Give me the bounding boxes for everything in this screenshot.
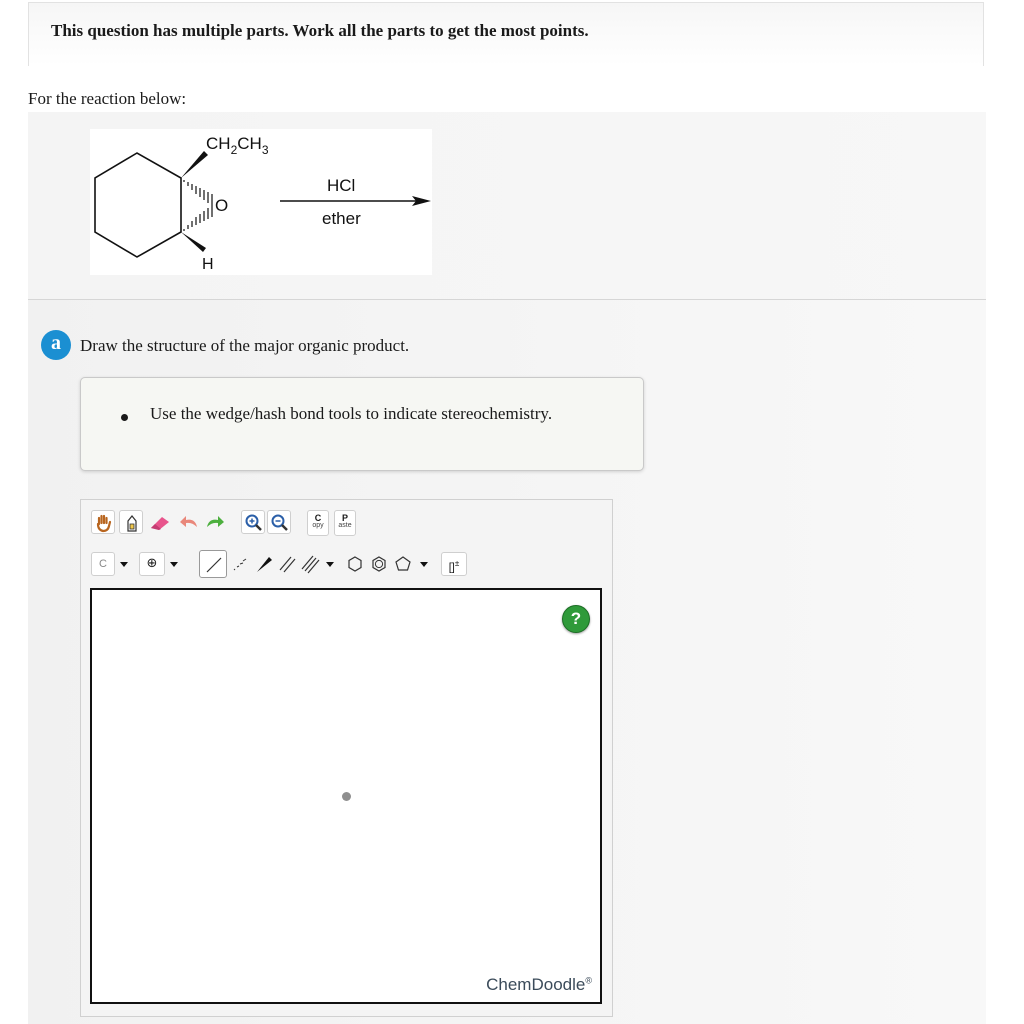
bracket-label: [] bbox=[448, 561, 455, 574]
part-badge: a bbox=[41, 330, 71, 360]
drawing-canvas[interactable] bbox=[90, 588, 602, 1004]
eraser-icon bbox=[147, 510, 173, 534]
hydrogen-atom-label: H bbox=[202, 256, 214, 273]
wedge-bond-icon bbox=[253, 552, 275, 576]
undo-icon bbox=[177, 510, 201, 534]
chevron-down-icon bbox=[167, 552, 181, 576]
single-bond-button[interactable] bbox=[199, 550, 227, 578]
atom-dropdown[interactable] bbox=[117, 552, 131, 576]
cyclopentane-button[interactable] bbox=[391, 552, 415, 576]
chemdoodle-logo bbox=[486, 975, 592, 995]
lasso-button[interactable] bbox=[119, 510, 143, 534]
reaction-panel bbox=[28, 112, 986, 300]
solvent-label: ether bbox=[322, 209, 361, 228]
atom-label-button[interactable]: C bbox=[91, 552, 115, 576]
benzene-button[interactable] bbox=[367, 552, 391, 576]
zoom-in-icon bbox=[242, 511, 266, 535]
undo-button[interactable] bbox=[177, 510, 201, 534]
charge-button[interactable]: ⊕ bbox=[139, 552, 165, 576]
double-bond-icon bbox=[276, 552, 298, 576]
paste-label-main: P bbox=[341, 513, 348, 523]
cyclohexane-ring bbox=[95, 153, 181, 257]
hash-bond-icon bbox=[229, 552, 251, 576]
triple-bond-button[interactable] bbox=[299, 552, 321, 576]
benzene-icon bbox=[367, 552, 391, 576]
reaction-scheme bbox=[90, 129, 432, 275]
chevron-down-icon bbox=[117, 552, 131, 576]
hash-bond-lower bbox=[184, 206, 212, 231]
paste-label-sub: aste bbox=[338, 522, 352, 529]
instructions-text: This question has multiple parts. Work all the parts to get the most points. bbox=[51, 21, 589, 40]
wedge-bond-hydrogen bbox=[181, 232, 206, 252]
copy-button[interactable] bbox=[307, 510, 329, 536]
chevron-down-icon bbox=[323, 552, 337, 576]
bond-dropdown[interactable] bbox=[323, 552, 337, 576]
redo-icon bbox=[203, 510, 227, 534]
hand-tool-button[interactable] bbox=[91, 510, 115, 534]
reagent-label: HCl bbox=[327, 176, 356, 195]
single-bond-icon bbox=[200, 551, 228, 579]
cursor-dot bbox=[342, 792, 351, 801]
hash-bond-upper bbox=[184, 180, 212, 206]
chevron-down-icon bbox=[417, 552, 431, 576]
cyclohexane-icon bbox=[343, 552, 367, 576]
reaction-intro-text: For the reaction below: bbox=[28, 89, 187, 108]
cyclopentane-icon bbox=[391, 552, 415, 576]
hint-text: Use the wedge/hash bond tools to indicate stereochemistry. bbox=[150, 404, 553, 423]
bracket-charge-mark: ± bbox=[454, 559, 460, 568]
instructions-banner bbox=[28, 2, 984, 66]
zoom-out-icon bbox=[268, 511, 292, 535]
wedge-bond-ethyl bbox=[181, 151, 208, 178]
chemdoodle-editor bbox=[80, 499, 613, 1017]
double-bond-button[interactable] bbox=[276, 552, 298, 576]
copy-label-sub: opy bbox=[312, 522, 324, 529]
bracket-button[interactable] bbox=[441, 552, 467, 576]
paste-button[interactable] bbox=[334, 510, 356, 536]
hash-bond-button[interactable] bbox=[229, 552, 251, 576]
hand-icon bbox=[92, 511, 116, 535]
zoom-in-button[interactable] bbox=[241, 510, 265, 534]
cyclohexane-button[interactable] bbox=[343, 552, 367, 576]
help-button[interactable]: ? bbox=[562, 605, 590, 633]
zoom-out-button[interactable] bbox=[267, 510, 291, 534]
oxygen-atom-label: O bbox=[215, 196, 229, 215]
wedge-bond-button[interactable] bbox=[253, 552, 275, 576]
ethyl-substituent-label: $CH_2CH_3$ bbox=[206, 134, 269, 157]
brand-name: ChemDoodle bbox=[486, 975, 586, 994]
charge-dropdown[interactable] bbox=[167, 552, 181, 576]
redo-button[interactable] bbox=[203, 510, 227, 534]
eraser-button[interactable] bbox=[147, 510, 173, 534]
triple-bond-icon bbox=[299, 552, 321, 576]
bullet-icon bbox=[121, 414, 128, 421]
ring-dropdown[interactable] bbox=[417, 552, 431, 576]
copy-label-main: C bbox=[314, 513, 322, 523]
lasso-icon bbox=[120, 511, 144, 535]
brand-registered-mark: ® bbox=[585, 975, 592, 986]
part-a-panel bbox=[28, 300, 986, 1024]
part-prompt: Draw the structure of the major organic product. bbox=[80, 336, 410, 355]
hint-box bbox=[80, 377, 644, 471]
